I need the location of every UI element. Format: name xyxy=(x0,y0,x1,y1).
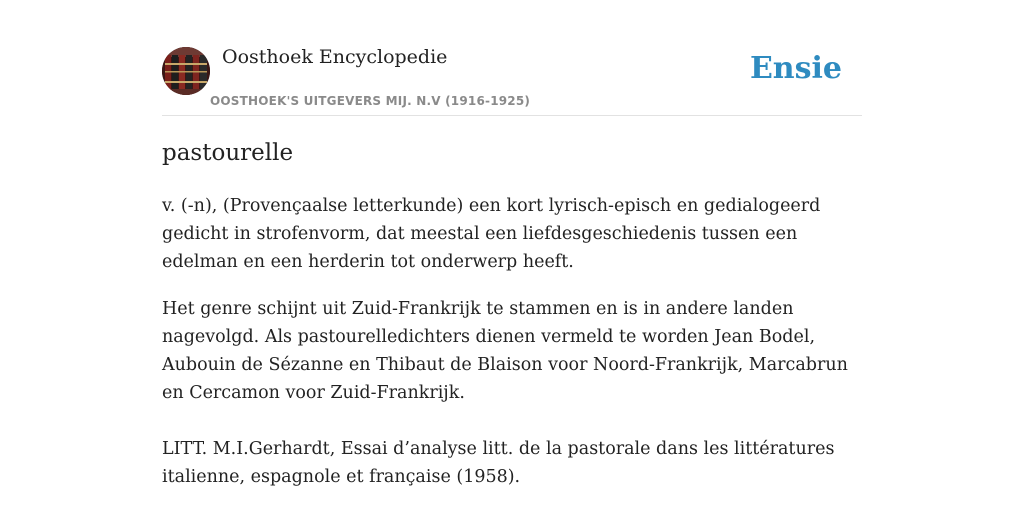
entry-paragraph: v. (-n), (Provençaalse letterkunde) een kort lyrisch-episch en gedialogeerd gedicht in strofenvorm, dat meestal een liefdesgeschiedenis tussen een edelman en een herderin tot onderwerp heeft. xyxy=(162,196,821,272)
entry-title: pastourelle xyxy=(162,140,294,166)
brand-logo[interactable]: Ensie xyxy=(749,51,842,86)
entry-literature: LITT. M.I.Gerhardt, Essai d’analyse litt. de la pastorale dans les littératures italienne, espagnole et française (1958). xyxy=(162,439,835,487)
encyclopedia-name[interactable]: Oosthoek Encyclopedie xyxy=(222,46,448,68)
entry-paragraph: Het genre schijnt uit Zuid-Frankrijk te stammen en is in andere landen nagevolgd. Als pastourelledichters dienen vermeld te worden Jean Bodel, Aubouin de Sézanne en Thibaut de Blaison voor Noord-Frankrijk, Marcabrun en Cercamon voor Zuid-Frankrijk. xyxy=(162,299,848,403)
header xyxy=(162,0,862,116)
avatar[interactable] xyxy=(162,47,210,95)
article-card xyxy=(162,0,862,512)
books-icon xyxy=(162,47,210,95)
publisher-label: OOSTHOEK'S UITGEVERS MIJ. N.V (1916-1925) xyxy=(210,94,531,108)
